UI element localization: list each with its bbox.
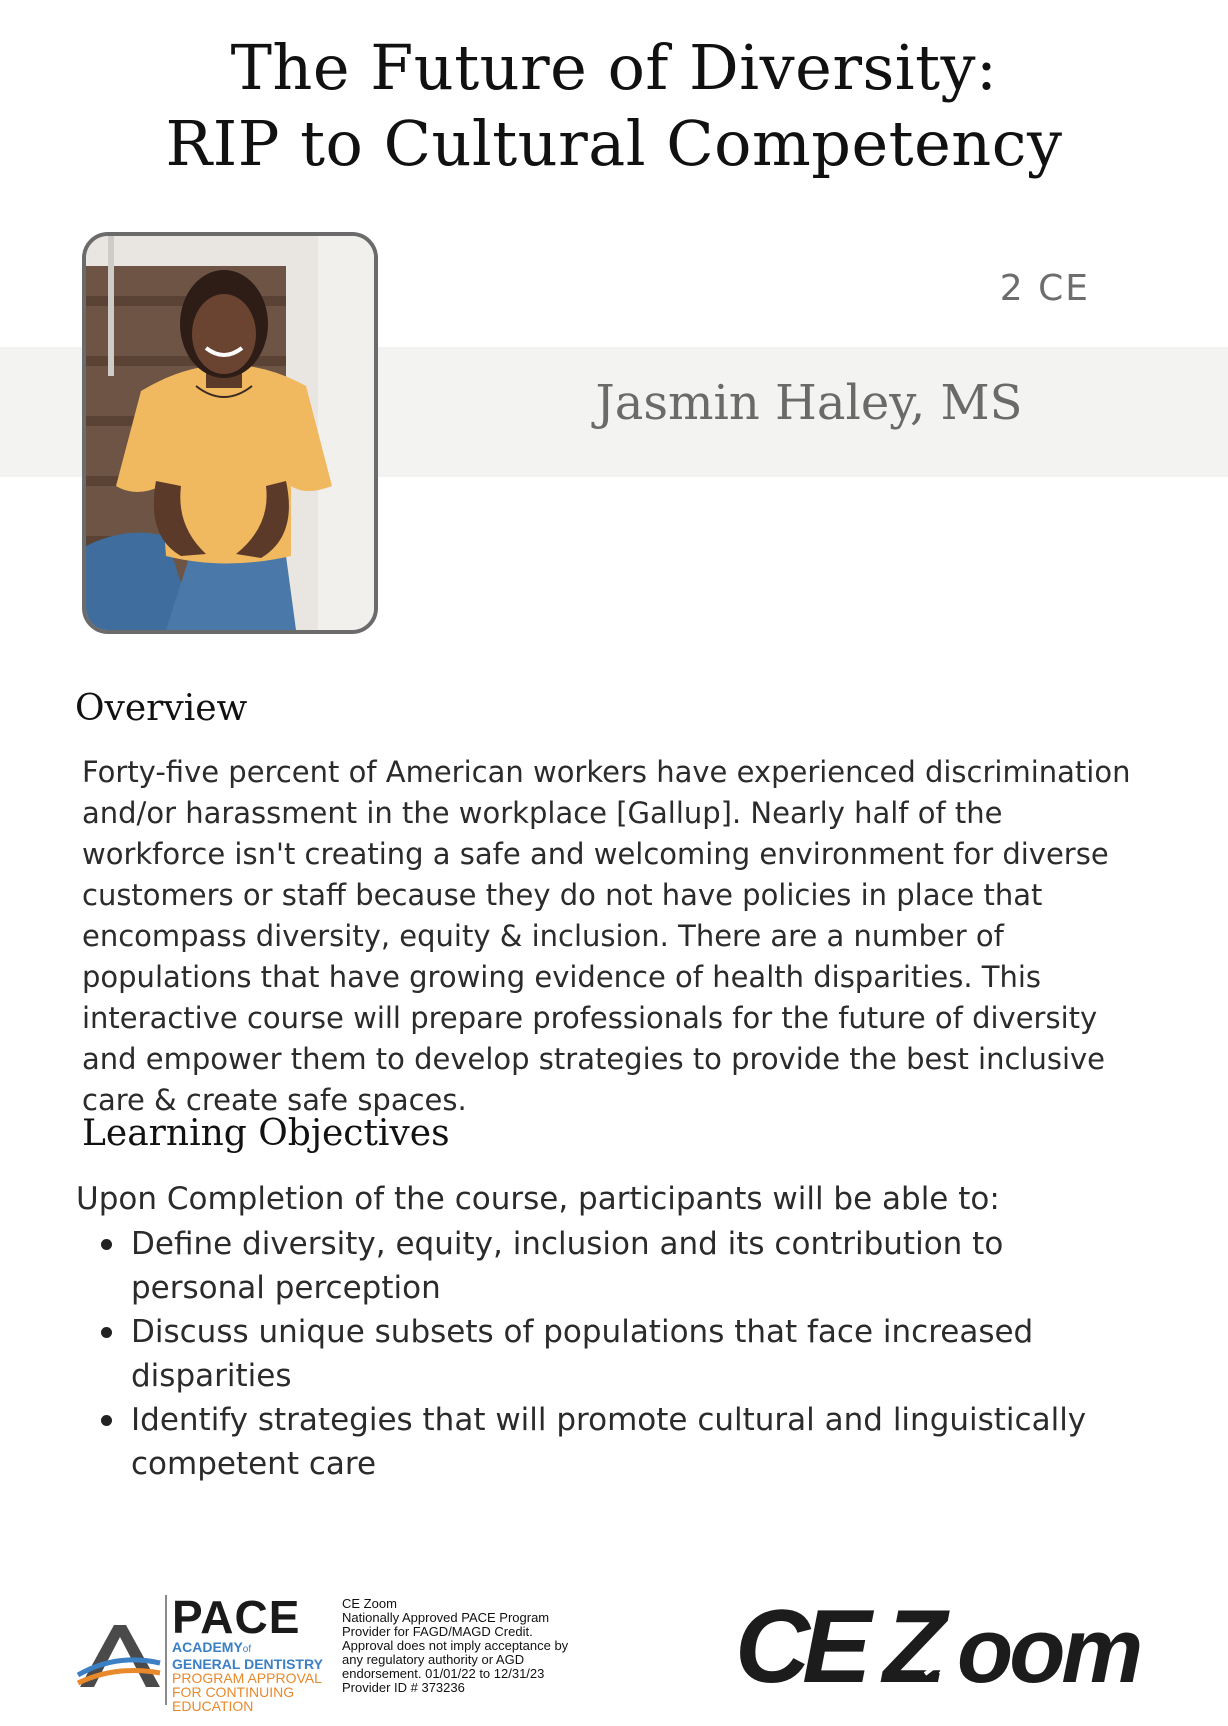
cezoom-logo	[735, 1590, 1145, 1700]
bullet-icon	[101, 1239, 112, 1250]
pace-text-line: any regulatory authority or AGD	[342, 1652, 525, 1667]
title-line-2: RIP to Cultural Competency	[165, 107, 1063, 180]
pace-divider	[165, 1595, 167, 1705]
pace-of: of	[242, 1644, 252, 1655]
ce-credits: 2 CE	[999, 268, 1090, 309]
title-line-1: The Future of Diversity:	[230, 31, 998, 104]
pace-text-line: endorsement. 01/01/22 to 12/31/23	[342, 1666, 545, 1681]
list-item-text: Identify strategies that will promote cultural and linguistically competent care	[131, 1402, 1087, 1482]
speaker-photo	[82, 232, 378, 634]
list-item	[101, 1310, 1101, 1398]
pace-text-line: Provider for FAGD/MAGD Credit.	[342, 1624, 533, 1639]
svg-text:oom: oom	[957, 1600, 1140, 1700]
learning-objectives-heading: Learning Objectives	[82, 1113, 450, 1154]
svg-text:Z: Z	[883, 1590, 941, 1700]
pace-a-icon	[76, 1617, 162, 1697]
list-item	[101, 1398, 1101, 1486]
pace-wordmark: PACE	[172, 1591, 301, 1643]
pace-for-continuing: FOR CONTINUING	[172, 1684, 295, 1700]
list-item	[101, 1222, 1101, 1310]
pace-text-line: Provider ID # 373236	[342, 1680, 465, 1695]
pace-general-dentistry: GENERAL DENTISTRY	[172, 1656, 323, 1672]
page-title	[0, 30, 1228, 182]
bullet-icon	[101, 1327, 112, 1338]
pace-text-line: CE Zoom	[342, 1596, 397, 1611]
pace-text-line: Approval does not imply acceptance by	[342, 1638, 569, 1653]
pace-subtitle	[172, 1640, 323, 1713]
pace-academy: ACADEMY	[172, 1639, 243, 1655]
bullet-icon	[101, 1415, 112, 1426]
pace-text-line: Nationally Approved PACE Program	[342, 1610, 550, 1625]
pace-education: EDUCATION	[172, 1698, 254, 1714]
overview-body: Forty-five percent of American workers have experienced discrimination and/or harassment in the workplace [Gallup]. Nearly half of the workforce isn't creating a safe and welcoming environment for diverse customers or staff because they do not have policies in place that encompass diversity, equity & inclusion. There are a number of populations that have growing evidence of health disparities. This interactive course will prepare professionals for the future of diversity and empower them to develop strategies to provide the best inclusive care & create safe spaces.	[82, 755, 1131, 1117]
list-item-text: Define diversity, equity, inclusion and its contribution to personal perception	[131, 1226, 1004, 1306]
speaker-photo-illustration	[86, 236, 374, 630]
pace-logo	[76, 1591, 328, 1714]
speaker-name: Jasmin Haley, MS	[595, 375, 1023, 431]
svg-text:CE: CE	[735, 1590, 864, 1700]
learning-objectives-list	[101, 1222, 1101, 1486]
learning-objectives-intro: Upon Completion of the course, participants will be able to:	[76, 1181, 1000, 1217]
list-item-text: Discuss unique subsets of populations that face increased disparities	[131, 1314, 1034, 1394]
pace-approval-text	[342, 1597, 592, 1695]
pace-program-approval: PROGRAM APPROVAL	[172, 1670, 322, 1686]
overview-heading: Overview	[75, 688, 248, 729]
